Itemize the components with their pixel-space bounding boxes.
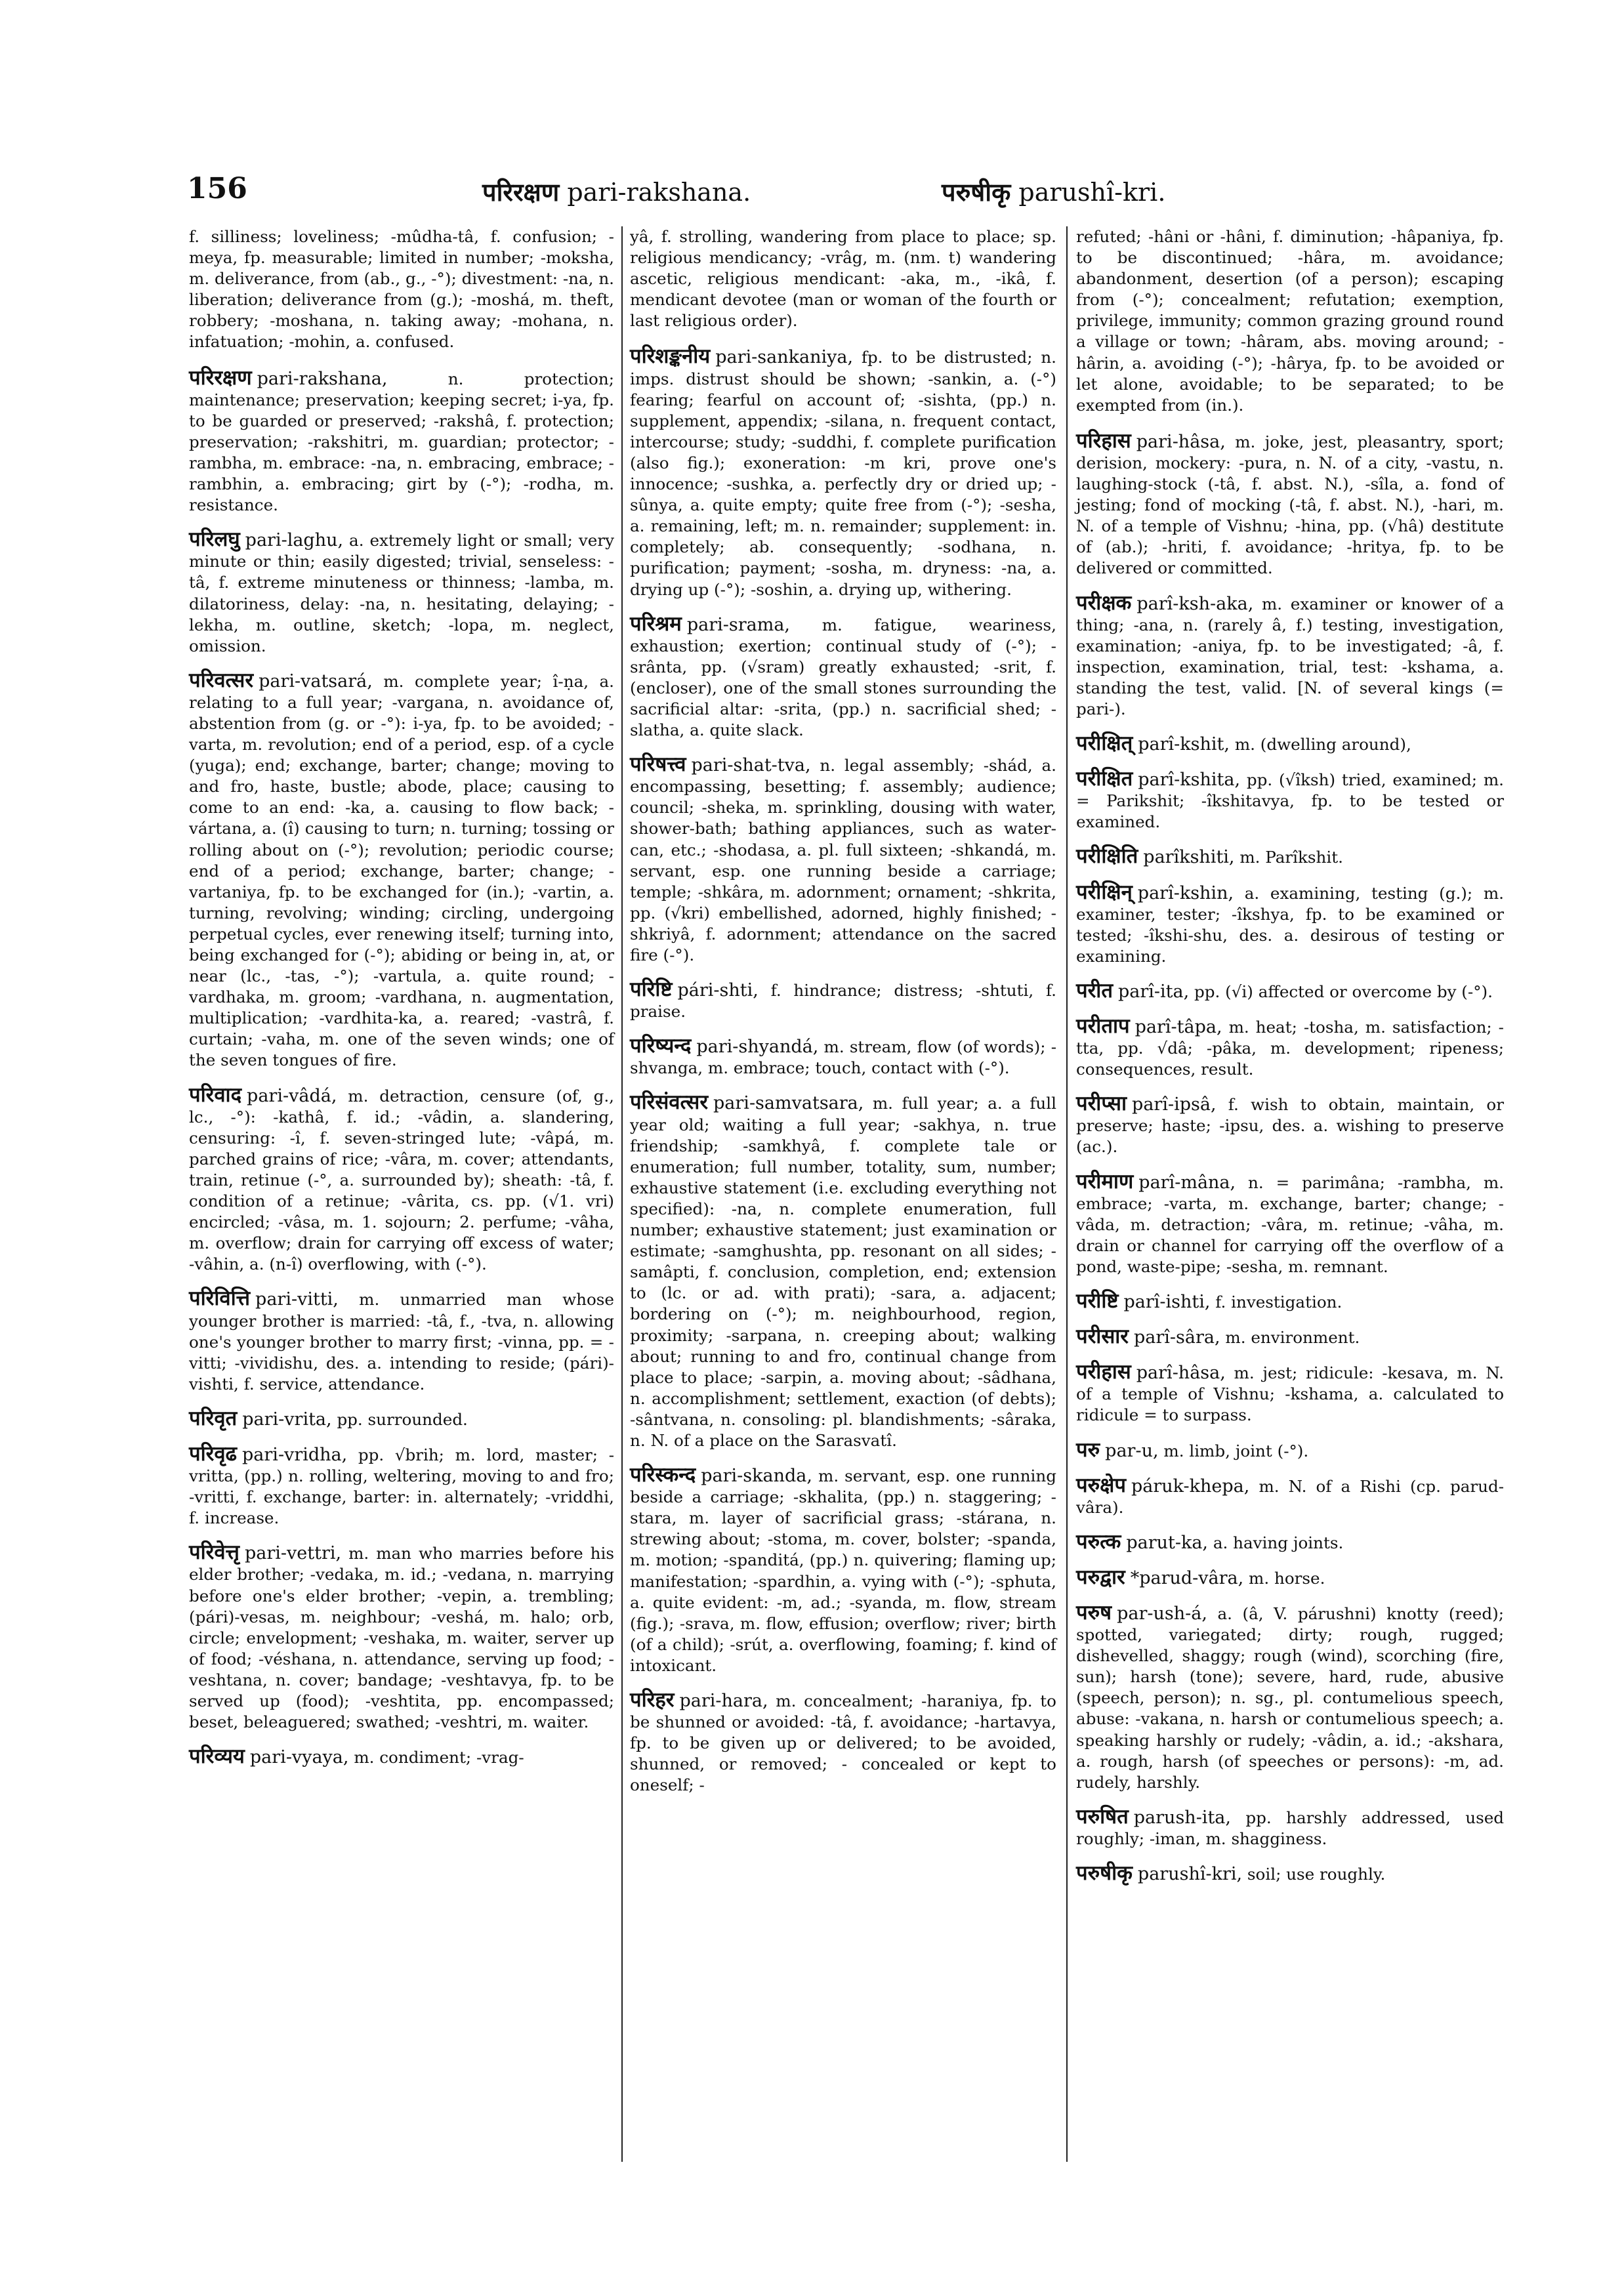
headword-transliteration: pari-shat-tva,	[691, 755, 811, 776]
headword-devanagari: परिवित्ति	[189, 1287, 251, 1311]
entry-definition: pp. surrounded.	[337, 1409, 468, 1429]
headword-devanagari: परिरक्षण	[189, 365, 252, 390]
headword-transliteration: pari-vitti,	[255, 1289, 339, 1310]
page-number: 156	[187, 172, 247, 205]
headword-transliteration: pari-hara,	[679, 1691, 768, 1711]
entry-definition: m. joke, jest, pleasantry, sport; derision, mockery: -pura, n. N. of a city, -vastu, n. laughing-stock (-tâ, f. abst. N.), -sîla, a. fond of jesting; fond of mocking (-tâ, f. abst. N.), -hari, m. N. of a temple of Vishnu; -hina, pp. (√hâ) destitute of (ab.); -hriti, f. avoidance; -hritya, fp. to be delivered or committed.	[1076, 432, 1504, 578]
headword-transliteration: parî-mâna,	[1138, 1172, 1236, 1193]
headword-transliteration: parush-ita,	[1133, 1807, 1231, 1828]
headword-devanagari: परुष	[1076, 1600, 1112, 1624]
headword-transliteration: parî-ishti,	[1123, 1292, 1211, 1313]
dictionary-entry	[1076, 1806, 1504, 1850]
headword-transliteration: páruk-khepa,	[1131, 1476, 1250, 1497]
headword-transliteration: par-u,	[1105, 1440, 1159, 1461]
dictionary-entry	[189, 1542, 614, 1733]
entry-definition: f. hindrance; distress; -shtuti, f. praise.	[630, 981, 1057, 1022]
entry-definition: pp. (√îksh) tried, examined; m. = Parikshit; -îkshitavya, fp. to be tested or examined.	[1076, 770, 1504, 832]
entry-definition: f. wish to obtain, maintain, or preserve; haste; -ipsu, des. a. wishing to preserve (ac.).	[1076, 1095, 1504, 1157]
right-head-devanagari: परुषीकृ	[942, 178, 1011, 207]
dictionary-entry	[630, 613, 1056, 741]
right-running-head	[942, 175, 1165, 209]
entry-definition: m. fatigue, weariness, exhaustion; exertion; continual study of (-°); -srânta, pp. (√sram) greatly exhausted; -srit, f. (encloser), one of the small stones surrounding the sacrificial altar: -srita, (pp.) n. sacrificial shed; -slatha, a. quite slack.	[630, 615, 1056, 740]
dictionary-entry	[1076, 1171, 1504, 1277]
headword-devanagari: परिवत्सर	[189, 668, 254, 692]
headword-transliteration: pari-laghu,	[245, 530, 344, 551]
headword-transliteration: parushî-kri,	[1137, 1864, 1243, 1884]
headword-devanagari: परिसंवत्सर	[630, 1090, 709, 1115]
dictionary-entry	[189, 1085, 614, 1275]
headword-devanagari: परिहास	[1076, 428, 1131, 453]
entry-definition: a. (â, V. párushni) knotty (reed); spotted, variegated; dirty; rough, rugged; dishevelled, shaggy; rough (wind), scorching (fire, sun); harsh (tone); severe, hard, rude, abusive (speech, person); n. sg., pl. contumelious speech, abuse: -vakana, n. harsh or contumelious speech; a. speaking harshly or rudely; -vâdin, a. id.; -akshara, a. rough, harsh (of speeches or persons): -m, ad. rudely, harshly.	[1076, 1603, 1504, 1792]
headword-devanagari: परुक्षेप	[1076, 1473, 1126, 1497]
entry-definition: f. investigation.	[1215, 1292, 1343, 1312]
headword-transliteration: pari-vettri,	[244, 1543, 342, 1564]
headword-devanagari: परुत्क	[1076, 1529, 1121, 1554]
headword-devanagari: परु	[1076, 1437, 1100, 1462]
entry-definition: n. protection; maintenance; preservation; keeping secret; i-ya, fp. to be guarded or preserved; -rakshâ, f. protection; preservation; -rakshitri, m. guardian; protector; -rambha, m. embrace: -na, n. embracing, embrace; -rambhin, a. embracing; girt by (-°); -rodha, m. resistance.	[189, 369, 614, 515]
dictionary-entry	[1076, 882, 1504, 967]
entry-definition: m. N. of a Rishi (cp. parud-vâra).	[1076, 1476, 1505, 1517]
headword-devanagari: परिश्रम	[630, 611, 682, 636]
dictionary-entry	[1076, 1093, 1504, 1157]
dictionary-entry	[1076, 846, 1504, 868]
entry-definition: m. horse.	[1249, 1568, 1325, 1588]
headword-transliteration: parî-kshin,	[1137, 882, 1234, 903]
entry-definition: m. unmarried man whose younger brother is married: -tâ, f., -tva, n. allowing one's younger brother to marry first; -vinna, pp. = -vitti; -vividishu, des. a. intending to reside; (pári)-vishti, f. service, attendance.	[189, 1290, 614, 1394]
headword-devanagari: परीक्षित	[1076, 767, 1133, 791]
dictionary-entry	[189, 1443, 614, 1529]
entry-definition: a. having joints.	[1213, 1533, 1344, 1552]
dictionary-column-2	[630, 226, 1056, 1796]
headword-devanagari: परिवृत	[189, 1406, 238, 1430]
headword-transliteration: parî-kshit,	[1138, 734, 1230, 755]
entry-definition: pp. (√i) affected or overcome by (-°).	[1194, 982, 1493, 1001]
entry-definition: m. condiment; -vrag-	[354, 1748, 524, 1768]
headword-transliteration: *parud-vâra,	[1130, 1567, 1244, 1588]
headword-transliteration: pari-vrita,	[242, 1409, 332, 1430]
headword-transliteration: pari-srama,	[686, 614, 791, 635]
left-running-head	[482, 175, 751, 209]
dictionary-entry	[1076, 1291, 1504, 1313]
headword-transliteration: pari-vyaya,	[249, 1747, 349, 1768]
dictionary-entry	[1076, 1361, 1504, 1426]
headword-devanagari: परिवेत्तृ	[189, 1540, 239, 1565]
entry-definition: pp. √brih; m. lord, master; -vritta, (pp.) n. rolling, weltering, moving to and fro; -vritti, f. exchange, barter: in. alternately; -vriddhi, f. increase.	[189, 1445, 614, 1528]
headword-devanagari: परीप्सा	[1076, 1092, 1127, 1116]
headword-devanagari: परिव्यय	[189, 1745, 245, 1769]
headword-transliteration: parî-tâpa,	[1135, 1017, 1222, 1037]
headword-devanagari: परीक्षक	[1076, 590, 1132, 615]
headword-transliteration: pari-vridha,	[242, 1444, 348, 1465]
headword-devanagari: परीक्षित्	[1076, 732, 1133, 756]
headword-devanagari: परुषित	[1076, 1804, 1129, 1829]
headword-devanagari: परिलघु	[189, 527, 240, 552]
entry-definition: n. = parimâna; -rambha, m. embrace; -varta, m. exchange, barter; change; -vâda, m. detraction; -vâra, m. retinue; -vâha, m. drain or channel for carrying off the overflow of a pond, waste-pipe; -sesha, m. remnant.	[1076, 1172, 1504, 1276]
entry-definition: m. jest; ridicule: -kesava, m. N. of a temple of Vishnu; -kshama, a. calculated to ridicule = to surpass.	[1076, 1363, 1504, 1425]
dictionary-column-3	[1076, 226, 1504, 1885]
dictionary-entry	[189, 529, 614, 657]
left-head-roman: pari-rakshana.	[567, 178, 751, 207]
entry-definition: soil; use roughly.	[1247, 1865, 1386, 1884]
headword-transliteration: parî-kshita,	[1138, 770, 1241, 791]
dictionary-entry	[630, 979, 1056, 1022]
headword-transliteration: pari-vatsará,	[259, 671, 373, 692]
headword-transliteration: pari-samvatsara,	[713, 1093, 864, 1114]
dictionary-entry	[1076, 1531, 1504, 1554]
headword-devanagari: परीमाण	[1076, 1169, 1134, 1193]
entry-definition: m. concealment; -haraniya, fp. to be shunned or avoided: -tâ, f. avoidance; -hartavya, fp. to be given up or delivered; to be avoided, shunned, or removed; - concealed or kept to oneself; -	[630, 1691, 1056, 1795]
dictionary-entry	[630, 346, 1056, 600]
dictionary-entry	[630, 754, 1056, 966]
headword-devanagari: परिवाद	[189, 1083, 242, 1107]
headword-devanagari: परिवृढ	[189, 1441, 238, 1466]
right-head-roman: parushî-kri.	[1018, 178, 1166, 207]
dictionary-entry	[1076, 1567, 1504, 1589]
dictionary-entry	[1076, 733, 1504, 755]
headword-transliteration: pari-shyandá,	[696, 1037, 819, 1058]
headword-devanagari: परीक्षिति	[1076, 844, 1138, 869]
headword-devanagari: परिहर	[630, 1688, 675, 1712]
headword-transliteration: pári-shti,	[677, 980, 759, 1001]
entry-definition: m. full year; a. a full year old; waiting a full year; -sakhya, n. true friendship; -samkhyâ, f. complete tale or enumeration; full number, totality, sum, number; exhaustive statement (i.e. excluding everything not specified): -na, n. complete enumeration, full number; exhaustive statement; just examination or estimate; -samghushta, pp. resonant on all sides; -samâpti, f. conclusion, completion, end; extension to (lc. or ad. with prati); -sara, a. adjacent; bordering on (-°); m. neighbourhood, region, proximity; -sarpana, n. creeping about; walking about; running to and fro, continual change from place to place; -sarpin, a. moving about; -sâdhana, n. accomplishment; settlement, exaction (of debts); -sântvana, n. consoling: pl. blandishments; -sâraka, n. N. of a place on the Sarasvatî.	[630, 1094, 1056, 1450]
entry-definition: m. heat; -tosha, m. satisfaction; -tta, pp. √dâ; -pâka, m. development; ripeness; consequences, result.	[1076, 1018, 1504, 1079]
dictionary-column-1	[189, 226, 614, 1768]
headword-transliteration: parut-ka,	[1126, 1532, 1209, 1553]
left-head-devanagari: परिरक्षण	[482, 178, 560, 207]
headword-transliteration: parî-ksh-aka,	[1136, 593, 1254, 614]
headword-transliteration: parî-ipsâ,	[1132, 1094, 1217, 1115]
entry-definition: m. complete year; î-ṇa, a. relating to a full year; -vargana, n. avoidance of, abstention from (g. or -°): i-ya, fp. to be avoided; -varta, m. revolution; end of a period, esp. of a cycle (yuga); end; exchange, barter; change; moving to and fro, haste, bustle; abode, place; causing to come to an end: -ka, a. causing to flow back; -vártana, a. (î) causing to turn; n. turning; tossing or rolling about on (-°); revolution; periodic course; end of a period; exchange, barter; change; -vartaniya, fp. to be exchanged for (in.); -vartin, a. turning, revolving; winding; circling, undergoing perpetual cycles, ever renewing itself; turning into, being exchanged for (-°); abiding or being in, at, or near (lc., -tas, -°); -vartula, a. quite round; -vardhaka, m. groom; -vardhana, n. augmentation, multiplication; -vardhita-ka, a. reared; -vastrâ, f. curtain; -vaha, m. one of the seven winds; one of the seven tongues of fire.	[189, 671, 614, 1070]
dictionary-entry	[630, 1035, 1056, 1079]
headword-devanagari: परिशङ्कनीय	[630, 344, 711, 369]
entry-definition: m. servant, esp. one running beside a carriage; -skhalita, (pp.) n. staggering; -stara, m. layer of sacrificial grass; -stárana, n. strewing about; -stoma, m. cover, bolster; -spanda, m. motion; -spanditá, (pp.) n. quivering; flaming up; manifestation; -spardhin, a. vying with (-°); -sphuta, a. quite evident: -m, ad.; -syanda, m. flow, stream (fig.); -srava, m. flow, effusion; overflow; river; birth (of a child); -srút, a. overflowing, foaming; f. kind of intoxicant.	[630, 1466, 1056, 1675]
entry-definition: a. extremely light or small; very minute or thin; easily digested; trivial, senseless: -tâ, f. extreme minuteness or thinness; -lamba, m. dilatoriness, delay: -na, n. hesitating, delaying; -lekha, m. outline, sketch; -lopa, m. neglect, omission.	[189, 531, 614, 655]
page-header	[187, 172, 1499, 218]
headword-devanagari: परीहास	[1076, 1360, 1131, 1384]
headword-devanagari: परिष्टि	[630, 978, 673, 1002]
dictionary-entry	[1076, 1016, 1504, 1080]
dictionary-entry	[189, 1746, 614, 1768]
headword-transliteration: pari-skanda,	[701, 1466, 812, 1487]
entry-definition: m. man who marries before his elder brother; -vedaka, m. id.; -vedana, n. marrying before one's elder brother; -vepin, a. trembling; (pári)-vesas, m. neighbour; -veshá, m. halo; orb, circle; envelopment; -veshaka, m. waiter, server up of food; -véshana, n. attendance, serving up food; -veshtana, n. cover; bandage; -veshtavya, fp. to be served up (food); -veshtita, pp. encompassed; beset, beleaguered; swathed; -veshtri, m. waiter.	[189, 1544, 614, 1732]
headword-transliteration: parî-ita,	[1118, 981, 1190, 1002]
entry-continuation: refuted; -hâni or -hâni, f. diminution; -hâpaniya, fp. to be discontinued; -hâra, m. avoidance; abandonment, desertion (of a person); escaping from (-°); concealment; refutation; exemption, privilege, immunity; common grazing ground round a village or town; -hâram, abs. moving around; -hârin, a. avoiding (-°); -hârya, fp. to be avoided or let alone, avoidable; to be separated; to be exempted from (in.).	[1076, 227, 1504, 415]
entry-continuation: yâ, f. strolling, wandering from place to place; sp. religious mendicancy; -vrâg, m. (nm. t) wandering ascetic, religious mendicant: -aka, m., -ikâ, f. mendicant devotee (man or woman of the fourth or last religious order).	[630, 227, 1056, 331]
entry-definition: m. stream, flow (of words); -shvanga, m. embrace; touch, contact with (-°).	[630, 1037, 1056, 1078]
dictionary-entry	[630, 1464, 1056, 1676]
dictionary-entry	[1076, 430, 1504, 579]
column-divider	[1066, 226, 1068, 2162]
entry-definition: m. (dwelling around),	[1234, 735, 1411, 755]
headword-devanagari: परुषीकृ	[1076, 1861, 1133, 1885]
entry-definition: m. limb, joint (-°).	[1163, 1441, 1309, 1460]
headword-devanagari: परीक्षिन्	[1076, 880, 1133, 904]
dictionary-entry	[1076, 592, 1504, 720]
headword-transliteration: parî-sâra,	[1133, 1327, 1220, 1348]
headword-transliteration: pari-vâdá,	[247, 1085, 337, 1106]
headword-devanagari: परीसार	[1076, 1325, 1129, 1349]
dictionary-entry	[630, 1092, 1056, 1451]
dictionary-entry	[1076, 980, 1504, 1003]
headword-transliteration: pari-sankaniya,	[715, 347, 854, 368]
headword-devanagari: परिस्कन्द	[630, 1463, 696, 1487]
dictionary-entry	[189, 670, 614, 1071]
dictionary-entry	[189, 1408, 614, 1430]
entry-definition: pp. harshly addressed, used roughly; -iman, m. shagginess.	[1076, 1808, 1504, 1848]
headword-devanagari: परीताप	[1076, 1014, 1130, 1038]
headword-devanagari: परिषत्त्व	[630, 753, 686, 777]
headword-transliteration: parîkshiti,	[1143, 847, 1235, 868]
entry-definition: a. examining, testing (g.); m. examiner, tester; -îkshya, fp. to be examined or tested; -îkshi-shu, des. a. desirous of testing or examining.	[1076, 883, 1504, 966]
headword-transliteration: parî-hâsa,	[1136, 1363, 1226, 1384]
entry-definition: m. Parîkshit.	[1239, 848, 1343, 867]
headword-devanagari: परुद्वार	[1076, 1565, 1125, 1589]
entry-definition: fp. to be distrusted; n. imps. distrust should be shown; -sankin, a. (-°) fearing; fearful on account of; -sishta, (pp.) n. supplement, appendix; -silana, n. frequent contact, intercourse; study; -suddhi, f. complete purification (also fig.); exoneration: -m kri, prove one's innocence; -sushka, a. perfectly dry or dried up; -sûnya, a. quite empty; quite free from (-°); -sesha, a. remaining, left; m. n. remainder; supplement: in. completely; ab. consequently; -sodhana, n. purification; payment; -sosha, m. dryness: -na, a. drying up (-°); -soshin, a. drying up, withering.	[630, 348, 1056, 599]
dictionary-entry	[1076, 1863, 1504, 1885]
dictionary-entry	[1076, 1326, 1504, 1348]
dictionary-entry	[1076, 1602, 1504, 1793]
dictionary-entry	[189, 367, 614, 516]
column-divider	[621, 226, 623, 2162]
headword-devanagari: परीत	[1076, 978, 1113, 1003]
headword-transliteration: pari-hâsa,	[1136, 431, 1226, 452]
headword-devanagari: परिष्यन्द	[630, 1034, 692, 1058]
entry-definition: m. examiner or knower of a thing; -ana, n. (rarely â, f.) testing, investigation, examination; -aniya, fp. to be investigated; -â, f. inspection, examination, trial, test: -kshama, a. standing the test, valid. [N. of several kings (= pari-).	[1076, 594, 1504, 718]
dictionary-entry	[1076, 1439, 1504, 1462]
headword-transliteration: par-ush-á,	[1117, 1603, 1207, 1624]
entry-definition: m. environment.	[1225, 1328, 1360, 1348]
dictionary-entry	[630, 1689, 1056, 1796]
dictionary-entry	[1076, 1475, 1504, 1518]
dictionary-entry	[189, 1288, 614, 1394]
entry-continuation: f. silliness; loveliness; -mûdha-tâ, f. confusion; -meya, fp. measurable; limited in number; -moksha, m. deliverance, from (ab., g., -°); divestment: -na, n. liberation; deliverance from (g.); -moshá, m. theft, robbery; -moshana, n. taking away; -mohana, n. infatuation; -mohin, a. confused.	[189, 227, 614, 352]
headword-transliteration: pari-rakshana,	[257, 368, 388, 389]
entry-definition: n. legal assembly; -shád, a. encompassing, besetting; f. assembly; audience; council; -sheka, m. sprinkling, dousing with water, shower-bath; bathing appliances, such as water-can, etc.; -shodasa, a. pl. full sixteen; -shkandá, m. servant, esp. one running beside a carriage; temple; -shkâra, m. adornment; ornament; -shkrita, pp. (√kri) embellished, adorned, highly finished; -shkriyâ, f. adornment; attendance on the sacred fire (-°).	[630, 756, 1056, 964]
headword-devanagari: परीष्टि	[1076, 1289, 1119, 1313]
dictionary-entry	[1076, 768, 1504, 833]
entry-definition: m. detraction, censure (of, g., lc., -°): -kathâ, f. id.; -vâdin, a. slandering, censuring: -î, f. seven-stringed lute; -vâpá, m. parched grains of rice; -vâra, m. cover; attendants, train, retinue (-°, a. surrounded by); sheath: -tâ, f. condition of a retinue; -vârita, cs. pp. (√1. vri) encircled; -vâsa, m. 1. sojourn; 2. perfume; -vâha, m. overflow; drain for carrying off excess of water; -vâhin, a. (n-î) overflowing, with (-°).	[189, 1086, 614, 1274]
